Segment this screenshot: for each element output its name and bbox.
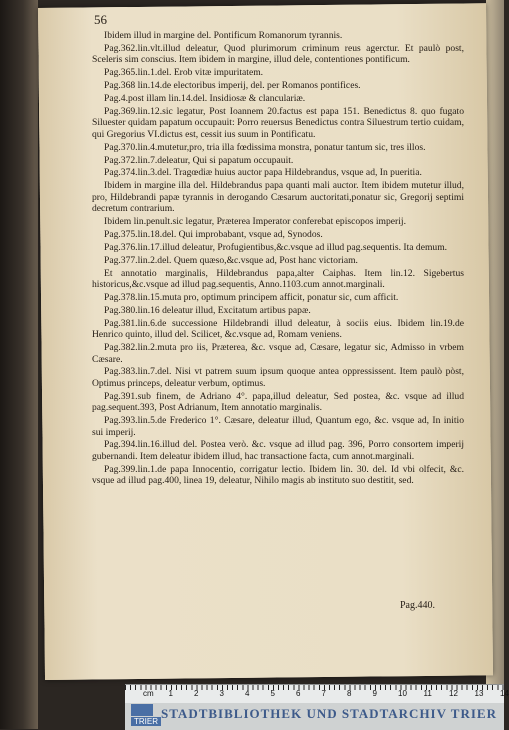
ruler-tick-label: 7: [321, 689, 326, 698]
errata-entry: Ibidem in margine illa del. Hildebrandus papa quanti mali auctor. Item ibidem mutetur illud, pro, Hildebrandi papæ tyrannis in derogando Cæsarum auctoritati,ponatur sic, Gregorij septimi decretum contrarium.: [92, 180, 464, 215]
page-number: 56: [94, 12, 107, 27]
ruler-tick-label: 10: [398, 689, 407, 698]
ruler-tick-label: 14: [500, 689, 509, 698]
errata-entry: Pag.368 lin.14.de electoribus imperij, del. per Romanos pontifices.: [104, 80, 361, 92]
errata-entry: Pag.372.lin.7.deleatur, Qui si papatum occupauit.: [104, 154, 294, 166]
ruler-tick-label: 6: [296, 689, 301, 698]
ruler-logo-text: TRIER: [131, 717, 161, 726]
ruler-tick-label: cm: [143, 689, 154, 698]
errata-entry: Pag.365.lin.1.del. Erob vitæ impuritatem.: [104, 67, 264, 79]
errata-entry: Pag.382.lin.2.muta pro iis, Præterea, &c. vsque ad, Cæsare, legatur sic, Admisso in vrbem Cæsare.: [92, 342, 464, 365]
errata-entry: Pag.370.lin.4.mutetur,pro, tria illa fœdissima monstra, ponatur tantum sic, tres illos.: [104, 141, 426, 153]
catchword: Pag.440.: [400, 600, 435, 611]
ruler-tick-label: 8: [347, 689, 352, 698]
errata-entry: Pag.393.lin.5.de Frederico 1°. Cæsare, deleatur illud, Quantum ego, &c. vsque ad, In initio sui imperij.: [92, 415, 464, 438]
errata-entry: Pag.394.lin.16.illud del. Postea verò. &c. vsque ad illud pag. 396, Porro consortem imperij gubernandi. Item deleatur ibidem illud, hac transactione facta, cum annot.marginali.: [92, 439, 464, 462]
ruler-tick-label: 11: [423, 689, 432, 698]
errata-entry: Pag.374.lin.3.del. Tragœdiæ huius auctor papa Hildebrandus, vsque ad, In pueritia.: [104, 167, 422, 179]
errata-entry: Pag.383.lin.7.del. Nisi vt patrem suum ipsum quoque antea oppressissent. Item paulò pòst, Optimus princeps, deleatur verbum, optimus.: [92, 366, 464, 389]
errata-entry: Pag.376.lin.17.illud deleatur, Profugientibus,&c.vsque ad illud pag.sequentis. Ita demum.: [104, 241, 448, 253]
errata-entry: Pag.377.lin.2.del. Quem quæso,&c.vsque ad, Post hanc victoriam.: [104, 254, 358, 266]
ruler-institution-label: STADTBIBLIOTHEK UND STADTARCHIV TRIER: [161, 706, 497, 721]
ruler-tick-label: 9: [372, 689, 377, 698]
ruler-tick-label: 12: [449, 689, 458, 698]
errata-entry: Ibidem illud in margine del. Pontificum Romanorum tyrannis.: [104, 30, 343, 41]
errata-entry: Pag.4.post illam lin.14.del. Insidiosæ & clanculariæ.: [104, 93, 306, 105]
errata-entry: Pag.369.lin.12.sic legatur, Post Ioannem 20.factus est papa 151. Benedictus 8. quo fugato Siluester quidam papatum occupauit: Porro reuersus Benedictus contra Siluestrum tertio cuidam, qui Gregorius VI.dictus est, cessit ius suum in Pontificatu.: [92, 105, 464, 140]
ruler-tick-label: 3: [219, 689, 224, 698]
errata-entry: Pag.380.lin.16 deleatur illud, Excitatum artibus papæ.: [104, 304, 311, 316]
errata-list: [92, 30, 464, 488]
errata-entry: Pag.391.sub finem, de Adriano 4°. papa,illud deleatur, Sed postea, &c. vsque ad illud pag.sequent.393, Post Adrianum, Item annotatio marginalis.: [92, 390, 464, 414]
ruler-tick-label: 2: [194, 689, 199, 698]
library-logo-icon: [131, 704, 153, 716]
errata-entry: Pag.375.lin.18.del. Qui improbabant, vsque ad, Synodos.: [104, 229, 323, 240]
ruler-tick-label: 13: [474, 689, 484, 698]
book-binding-edge: [0, 0, 38, 729]
measurement-ruler: [125, 684, 509, 730]
ruler-tick-label: 4: [245, 689, 250, 698]
errata-entry: Pag.399.lin.1.de papa Innocentio, corrigatur lectio. Ibidem lin. 30. del. Id vbi olfecit, &c. vsque ad illud pag.400, linea 19, deleatur, Nihilo magis ab instituto suo destitit, sed.: [92, 463, 464, 487]
ruler-scale: [125, 685, 509, 703]
errata-entry: Ibidem lin.penult.sic legatur, Præterea Imperator conferebat episcopos imperij.: [104, 216, 406, 228]
errata-entry: Pag.362.lin.vlt.illud deleatur, Quod plurimorum criminum reus agerctur. Et paulò post, Sceleris sim conscius. Item ibidem in margine, illud dele, contentiones pontificum.: [92, 42, 464, 66]
errata-entry: Pag.381.lin.6.de successione Hildebrandi illud deleatur, à sociis eius. Ibidem lin.19.de Henrico quinto, illud del. Scilicet, &c.vsque ad, Romam veniens.: [92, 317, 464, 341]
ruler-tick-label: 5: [270, 689, 275, 698]
errata-entry: Et annotatio marginalis, Hildebrandus papa,alter Caiphas. Item lin.12. Sigebertus historicus,&c.vsque ad illud pag.sequentis, Anno.1103.cum annot.marginali.: [92, 267, 464, 291]
errata-entry: Pag.378.lin.15.muta pro, optimum principem afficit, ponatur sic, cum afficit.: [104, 292, 399, 304]
ruler-tick-label: 1: [168, 689, 173, 698]
